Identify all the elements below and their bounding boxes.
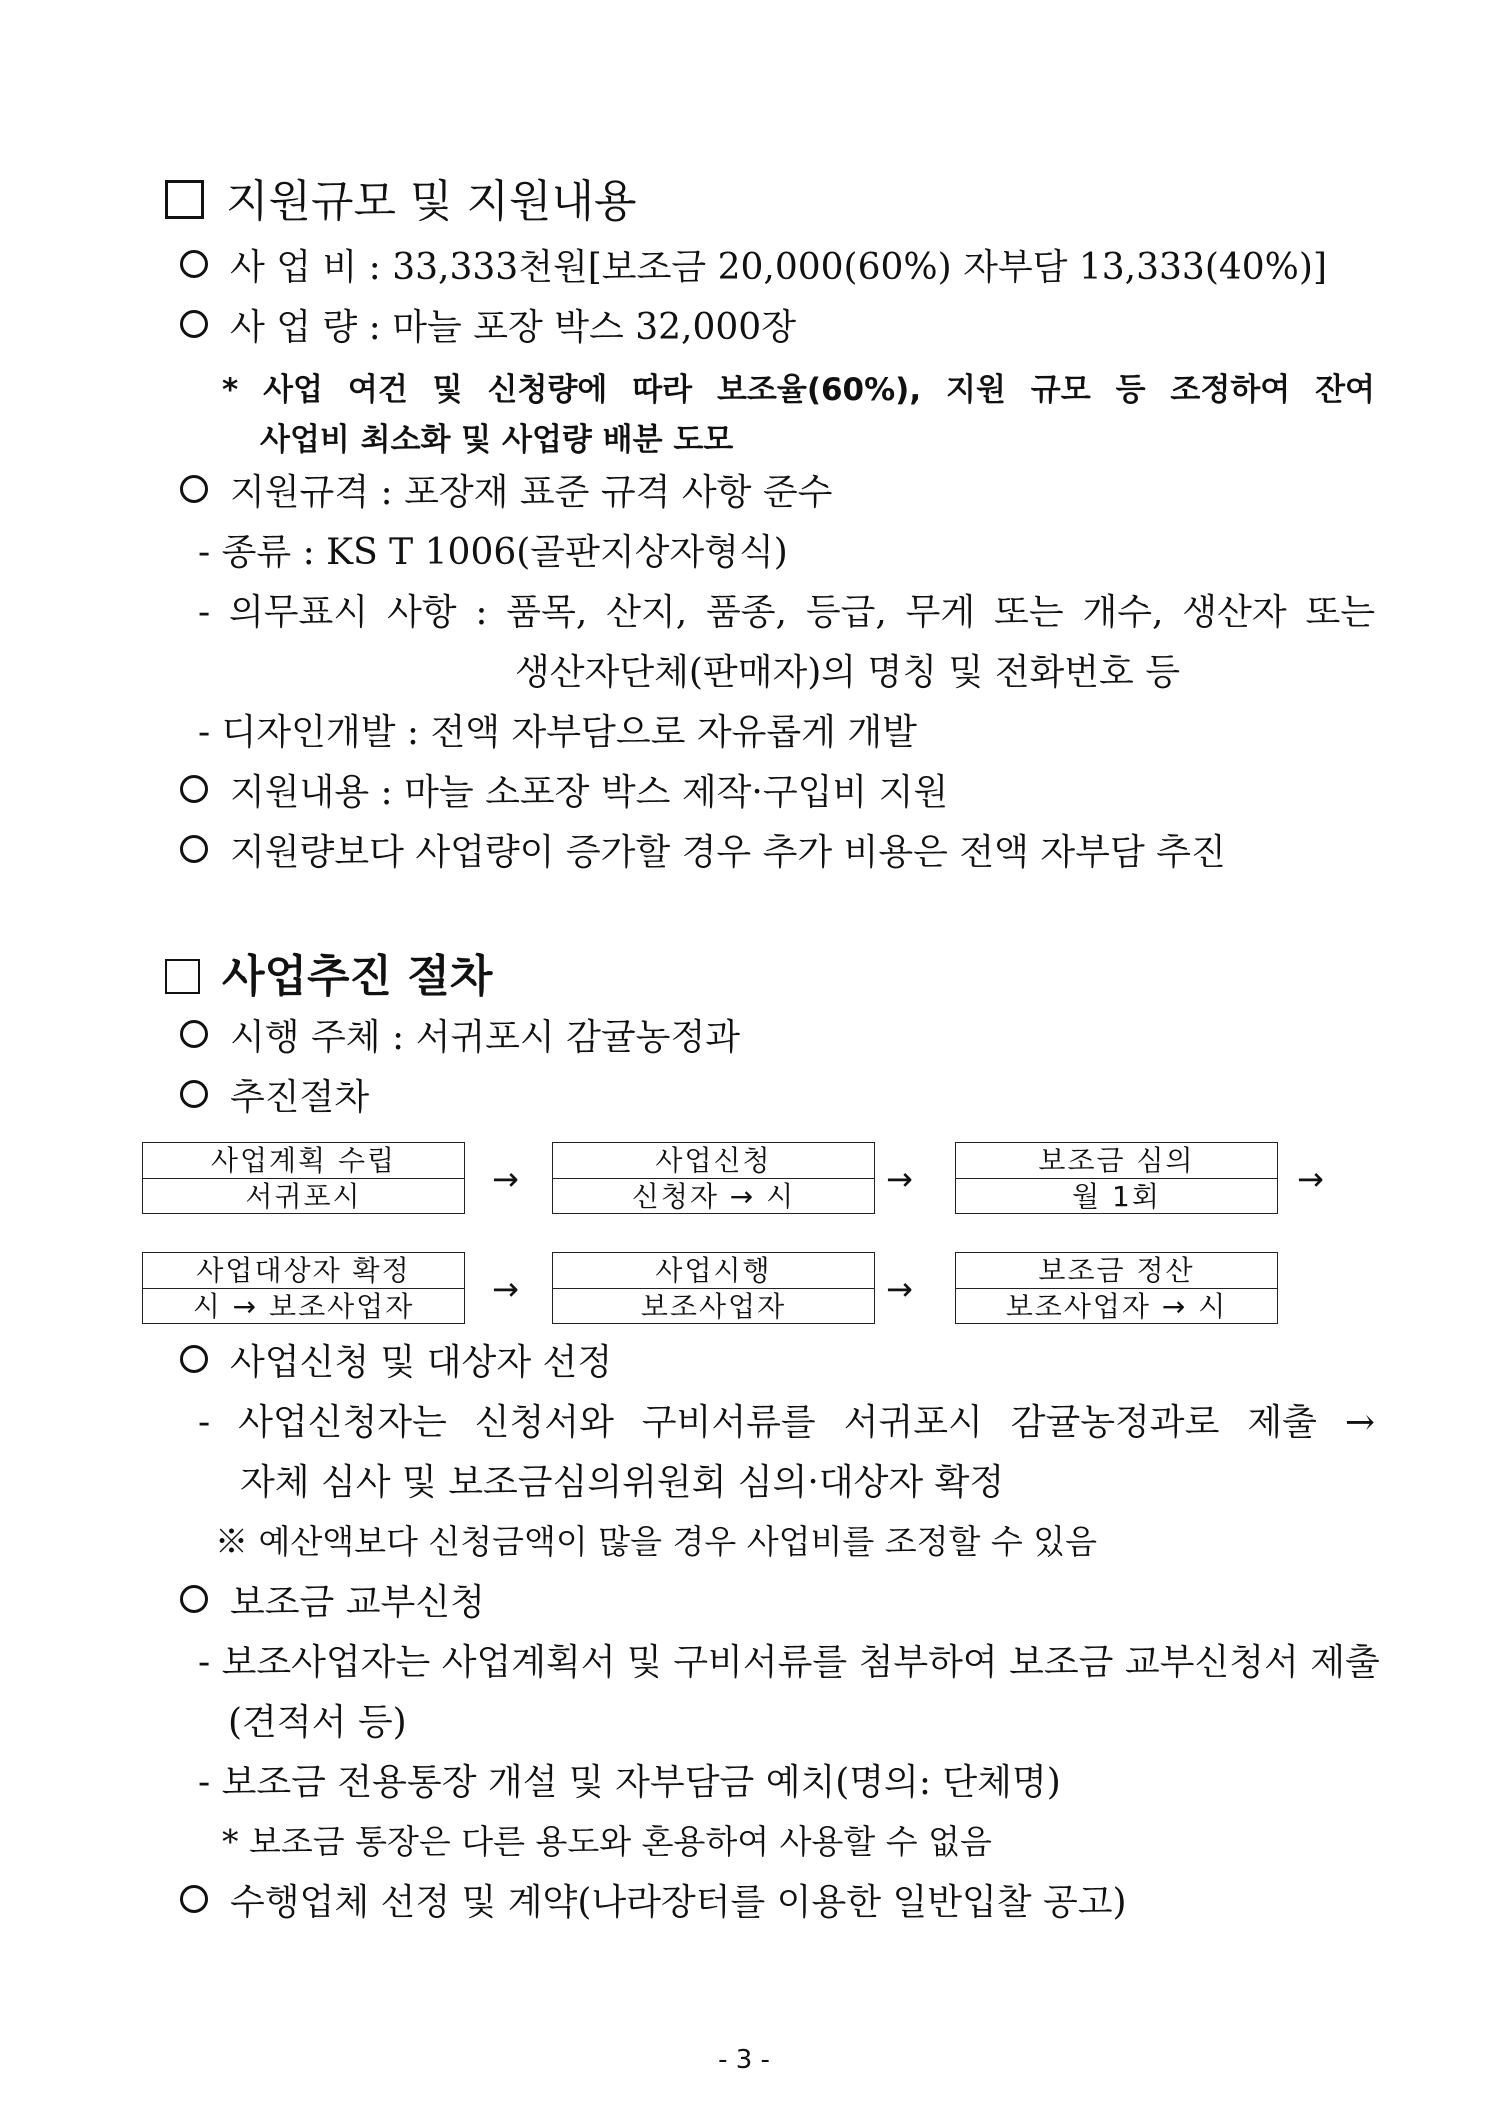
selection-note: ※ 예산액보다 신청금액이 많을 경우 사업비를 조정할 수 있음: [215, 1522, 1097, 1561]
flow-step-1: [142, 1142, 465, 1214]
circle-bullet-icon: [180, 1020, 208, 1048]
flow-arrow: →: [1297, 1160, 1324, 1198]
flow-step-3: [955, 1142, 1278, 1214]
contract-line: [180, 1882, 1127, 1923]
selection-detail-line2: 자체 심사 및 보조금심의위원회 심의·대상자 확정: [240, 1462, 1005, 1503]
circle-bullet-icon: [180, 1345, 208, 1373]
flow-arrow: →: [492, 1160, 519, 1198]
square-bullet-icon: [165, 180, 204, 219]
flow-step-title: 사업대상자 확정: [143, 1253, 464, 1289]
flow-arrow: →: [886, 1270, 913, 1308]
adjustment-note-line1: * 사업 여건 및 신청량에 따라 보조율(60%), 지원 규모 등 조정하여 잔여: [222, 372, 1375, 408]
contract-text: 수행업체 선정 및 계약(나라장터를 이용한 일반입찰 공고): [230, 1882, 1127, 1923]
circle-bullet-icon: [180, 475, 208, 503]
circle-bullet-icon: [180, 1080, 208, 1108]
budget-line: [180, 247, 1327, 288]
flow-step-5: [552, 1252, 875, 1324]
grant-request-text: 보조금 교부신청: [230, 1582, 485, 1623]
flow-step-actor: 월 1회: [1072, 1180, 1161, 1213]
page-number: - 3 -: [718, 2045, 770, 2075]
excess-line: [180, 832, 1226, 873]
selection-line: [180, 1342, 613, 1383]
spec-text: 지원규격 : 포장재 표준 규격 사항 준수: [230, 472, 833, 513]
flow-step-actor: 시 → 보조사업자: [192, 1290, 415, 1323]
procedure-line: [180, 1077, 370, 1118]
flow-step-title: 사업계획 수립: [143, 1143, 464, 1179]
section2-title: 사업추진 절차: [222, 951, 493, 1002]
flow-step-title: 사업신청: [553, 1143, 874, 1179]
flow-step-actor: 신청자 → 시: [631, 1180, 796, 1213]
square-bullet-icon: [165, 959, 200, 994]
account-line: - 보조금 전용통장 개설 및 자부담금 예치(명의: 단체명): [198, 1762, 1061, 1803]
circle-bullet-icon: [180, 835, 208, 863]
flow-step-2: [552, 1142, 875, 1214]
agency-line: [180, 1017, 740, 1058]
section1-heading: [165, 176, 637, 227]
flow-step-actor: 보조사업자: [640, 1290, 787, 1323]
flow-step-title: 보조금 심의: [956, 1143, 1277, 1179]
budget-value: 33,333천원[보조금 20,000(60%) 자부담 13,333(40%)]: [392, 247, 1327, 288]
selection-detail-line1: - 사업신청자는 신청서와 구비서류를 서귀포시 감귤농정과로 제출 →: [198, 1402, 1375, 1443]
flow-step-4: [142, 1252, 465, 1324]
volume-line: [180, 307, 796, 348]
flow-step-6: [955, 1252, 1278, 1324]
circle-bullet-icon: [180, 250, 208, 278]
flow-step-title: 사업시행: [553, 1253, 874, 1289]
spec-line: [180, 472, 833, 513]
grant-request-line: [180, 1582, 485, 1623]
section1-title: 지원규모 및 지원내용: [226, 176, 637, 227]
grant-detail-line2: (견적서 등): [228, 1702, 407, 1743]
circle-bullet-icon: [180, 775, 208, 803]
flow-step-actor: 보조사업자 → 시: [1005, 1290, 1228, 1323]
flow-step-actor: 서귀포시: [245, 1180, 362, 1213]
content-line: [180, 772, 949, 813]
section2-heading: [165, 951, 493, 1002]
flow-arrow: →: [492, 1270, 519, 1308]
grant-detail-line1: - 보조사업자는 사업계획서 및 구비서류를 첨부하여 보조금 교부신청서 제출: [198, 1642, 1380, 1683]
design-line: - 디자인개발 : 전액 자부담으로 자유롭게 개발: [198, 712, 917, 753]
flow-step-title: 보조금 정산: [956, 1253, 1277, 1289]
procedure-label: 추진절차: [230, 1077, 370, 1118]
budget-label: 사 업 비 :: [230, 247, 381, 288]
circle-bullet-icon: [180, 1885, 208, 1913]
labeling-line1: - 의무표시 사항 : 품목, 산지, 품종, 등급, 무게 또는 개수, 생산자 또는: [198, 592, 1375, 633]
selection-text: 사업신청 및 대상자 선정: [230, 1342, 613, 1383]
circle-bullet-icon: [180, 1585, 208, 1613]
volume-value: 마늘 포장 박스 32,000장: [392, 307, 796, 348]
volume-label: 사 업 량 :: [230, 307, 381, 348]
content-text: 지원내용 : 마늘 소포장 박스 제작·구입비 지원: [230, 772, 949, 813]
excess-text: 지원량보다 사업량이 증가할 경우 추가 비용은 전액 자부담 추진: [230, 832, 1226, 873]
type-line: - 종류 : KS T 1006(골판지상자형식): [198, 532, 788, 573]
circle-bullet-icon: [180, 310, 208, 338]
flow-arrow: →: [886, 1160, 913, 1198]
account-note: * 보조금 통장은 다른 용도와 혼용하여 사용할 수 없음: [222, 1822, 992, 1861]
agency-text: 시행 주체 : 서귀포시 감귤농정과: [230, 1017, 740, 1058]
adjustment-note-line2: 사업비 최소화 및 사업량 배분 도모: [260, 422, 734, 458]
labeling-line2: 생산자단체(판매자)의 명칭 및 전화번호 등: [515, 652, 1181, 693]
